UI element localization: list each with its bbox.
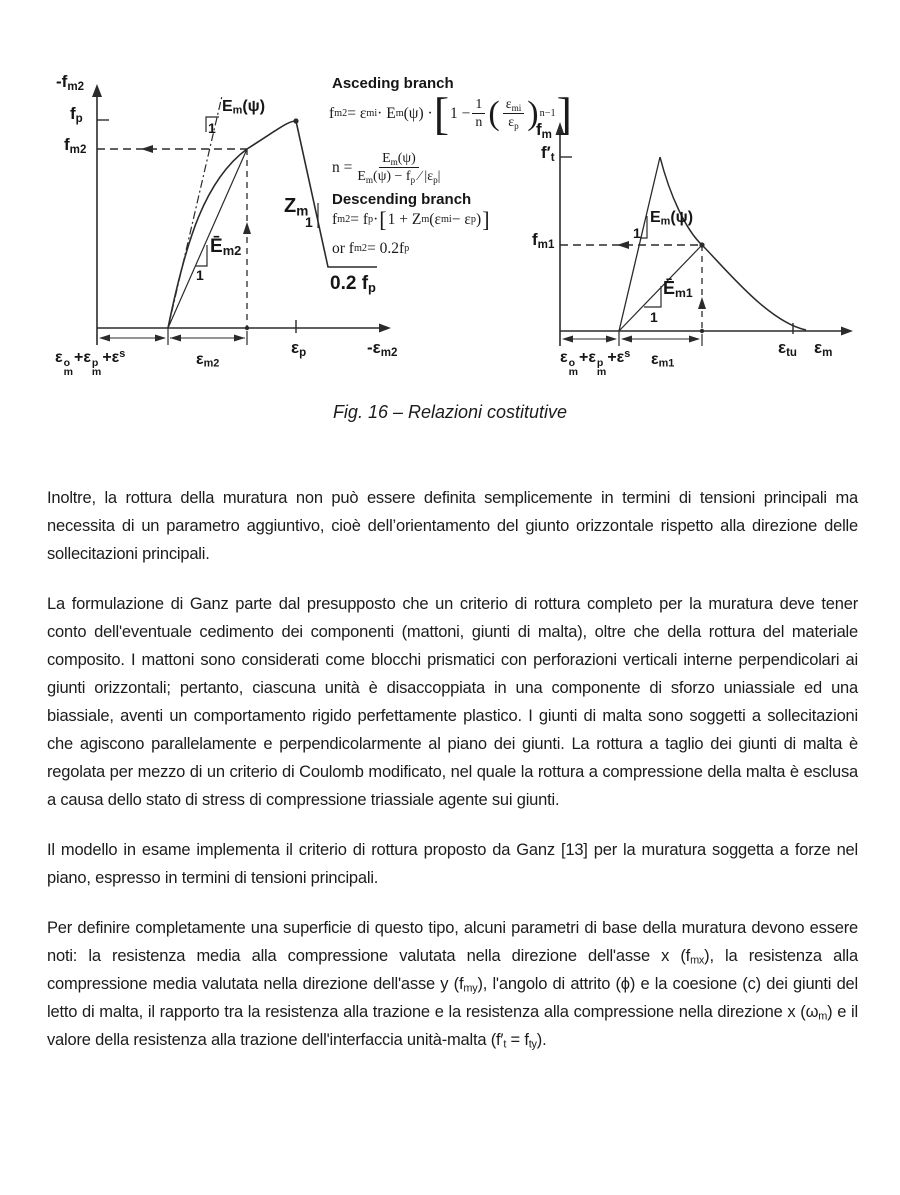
descending-alt-equation: or f m2 = 0.2f p xyxy=(332,240,410,257)
n-definition-equation: n = $\frac{E_m(\psi)}{E_m(\psi) - f_p ∕ |\varepsilon_p|}$ xyxy=(332,151,441,186)
right-x-axis-label: $\varepsilon_m$ xyxy=(814,338,833,359)
left-eps-p-label: $\varepsilon_p$ xyxy=(291,338,307,359)
right-ebar-slope-one: 1 xyxy=(650,309,658,325)
left-dim2-left-arrow xyxy=(170,335,181,342)
right-eps-sum-label: ε o m +ε p m $+\varepsilon^s$ xyxy=(560,348,631,378)
right-ft-label: $f'_t$ xyxy=(541,143,555,164)
left-fm2-label: $f_{m2}$ xyxy=(64,135,87,156)
left-axis-dot xyxy=(245,326,249,330)
figure-caption: Fig. 16 – Relazioni costitutive xyxy=(332,402,568,422)
left-fm2-dash-arrowhead xyxy=(141,145,153,153)
left-x-axis-label: $-\varepsilon_{m2}$ xyxy=(367,338,398,359)
left-em-slope-one: 1 xyxy=(208,120,216,136)
left-dim1-right-arrow xyxy=(155,335,166,342)
right-fm1-dash-arrowhead xyxy=(617,241,629,249)
left-plateau-label: 0.2 $f_p$ xyxy=(330,273,376,296)
left-zm-label: $Z_m$ xyxy=(284,195,309,219)
right-eps-m1-label: $\varepsilon_{m1}$ xyxy=(651,351,675,370)
left-ascending-curve xyxy=(168,121,296,328)
descending-branch-equation: f m2 = f p · [ 1 + Z m (ε mi − ε p ) ] xyxy=(332,206,490,232)
paragraph-1: Inoltre, la rottura della muratura non può essere definita semplicemente in termini di tensioni principali ma necessita di un parametro aggiuntivo, cioè dell’orientamento del giunto orizzontale rispetto alla direzione delle sollecitazioni principali. xyxy=(47,489,858,563)
right-ebar-m1-label: $Ē_{m1}$ xyxy=(663,278,693,301)
right-descending-curve xyxy=(660,157,806,330)
right-em-slope-one: 1 xyxy=(633,225,641,241)
right-dim2-right-arrow xyxy=(689,336,700,343)
right-fm1-label: $f_{m1}$ xyxy=(532,230,555,251)
left-eps-sum-label: ε o m +ε p m $+\varepsilon^s$ xyxy=(55,348,126,378)
ascending-branch-equation: f m2 = ε mi · E m (ψ) · [ 1 − $\frac{1}{n}$ ( $\frac{\varepsilon_{mi}}{\varepsilon_p}$ ) n−1 ] xyxy=(329,87,572,139)
descending-branch-title: Descending branch xyxy=(332,191,472,208)
left-y-axis-arrowhead xyxy=(92,84,102,97)
left-eps-m2-label: $\varepsilon_{m2}$ xyxy=(196,351,220,370)
left-em-psi-label: $E_m(\psi)$ xyxy=(222,98,266,117)
right-diagram xyxy=(556,122,854,346)
right-axis-dot xyxy=(700,329,704,333)
left-x-axis-arrowhead xyxy=(379,324,391,333)
right-em-psi-label: $E_m(\psi)$ xyxy=(650,209,694,228)
left-ebar-m2-label: $Ē_{m2}$ xyxy=(210,236,242,259)
left-fp-label: $f_p$ xyxy=(70,104,83,125)
paragraph-3: Il modello in esame implementa il criterio di rottura proposto da Ganz [13] per la muratura soggetta a forze nel piano, espresso in termini di tensioni principali. xyxy=(47,841,858,887)
right-dim1-right-arrow xyxy=(606,336,617,343)
left-dim1-left-arrow xyxy=(99,335,110,342)
right-dim2-left-arrow xyxy=(621,336,632,343)
left-zm-slope-one: 1 xyxy=(305,214,313,230)
right-dim1-left-arrow xyxy=(562,336,573,343)
left-y-axis-label: $-f_{m2}$ xyxy=(56,72,85,93)
paragraph-2: La formulazione di Ganz parte dal presupposto che un criterio di rottura completo per la muratura deve tener conto dell'eventuale cedimento dei componenti (mattoni, giunti di malta), oltre che della rottura del materiale composito. I mattoni sono considerati come blocchi prismatici con perforazioni verticali interne perpendicolari ai giunti orizzontali; pertanto, ciascuna unità è disaccoppiata in una componente di sforzo uniassiale ed una biassiale, aventi un comportamento rigido perfettamente plastico. I giunti di malta sono soggetti a sollecitazioni che agiscono parallelamente e perpendicolarmente al piano dei giunti. La rottura a taglio dei giunti di malta è regolata per mezzo di un criterio di Coulomb modificato, nel quale la rottura a compressione della malta è esclusa a causa dello stato di stress di compressione triassiale agente sui giunti. xyxy=(47,595,858,809)
right-eps-tu-label: $\varepsilon_{tu}$ xyxy=(778,338,797,359)
body-text xyxy=(47,484,858,1076)
paragraph-4: Per definire completamente una superficie di questo tipo, alcuni parametri di base della muratura devono essere noti: la resistenza media alla compressione valutata nella direzione dell'asse x $(f_{mx})$, la resistenza alla compressione media valutata nella direzione dell'asse y $(f_{my})$, l'angolo di attrito (ϕ) e la coesione (c) dei giunti del letto di malta, il rapporto tra la resistenza alla trazione e la resistenza alla compressione nella direzione x $(\omega_m)$ e il valore della resistenza alla trazione dell'interfaccia unità-malta $(f'_t = f_{ty})$. xyxy=(47,919,858,1051)
left-ebar-slope-one: 1 xyxy=(196,267,204,283)
right-y-axis-label: $f_m$ xyxy=(536,120,552,141)
right-dash-up-arrowhead xyxy=(698,297,706,309)
left-dim2-right-arrow xyxy=(234,335,245,342)
right-x-axis-arrowhead xyxy=(841,327,853,336)
left-dash-up-arrowhead xyxy=(243,222,251,234)
ascending-branch-title: Asceding branch xyxy=(332,75,454,92)
